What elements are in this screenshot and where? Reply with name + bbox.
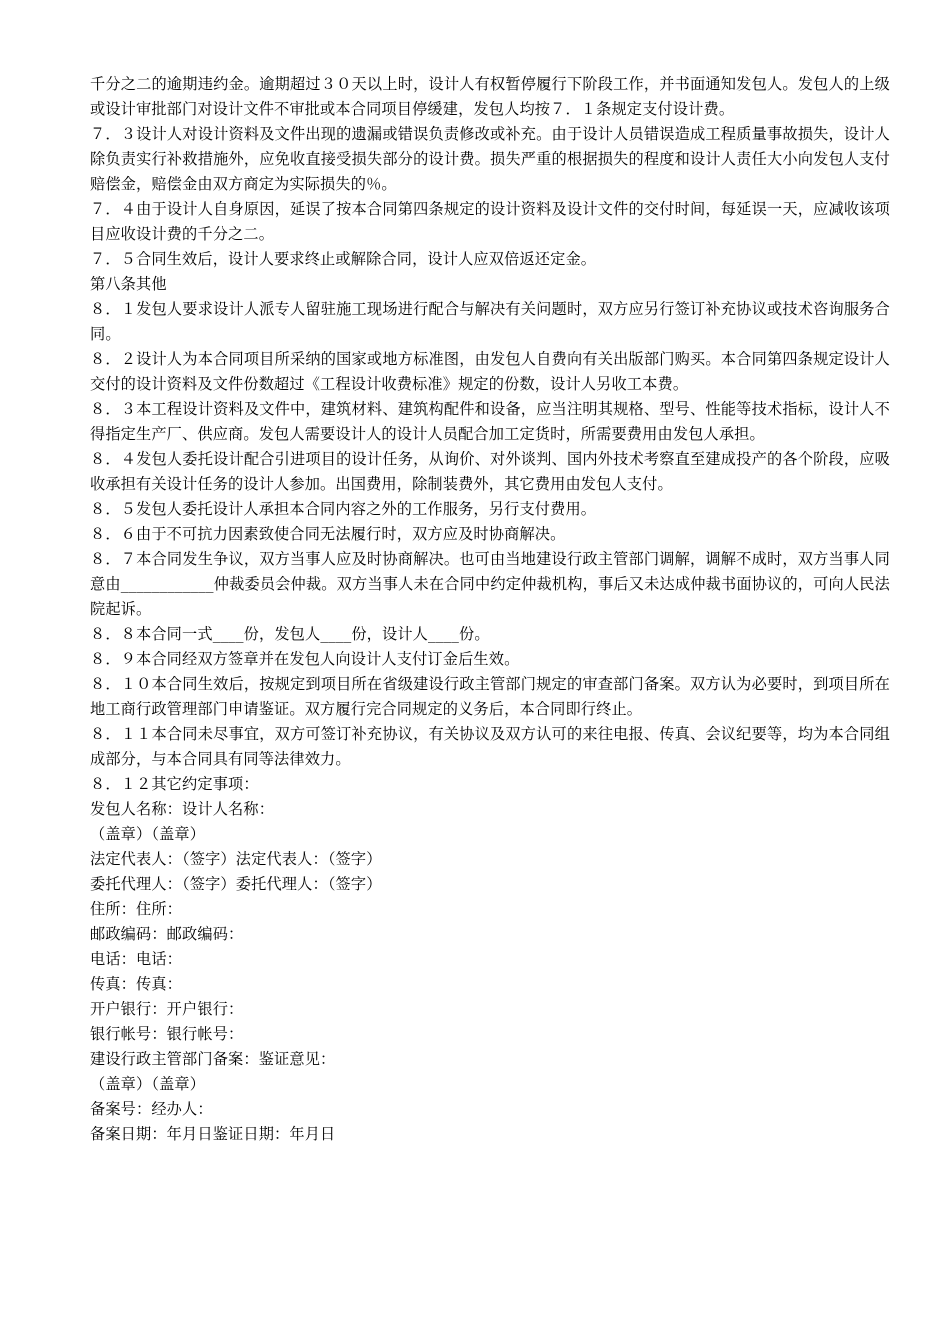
signature-address: 住所：住所： bbox=[90, 900, 183, 918]
signature-authorized-agent: 委托代理人：（签字）委托代理人：（签字） bbox=[90, 875, 382, 893]
paragraph-8-8: ８．８本合同一式____份，发包人____份，设计人____份。 bbox=[90, 625, 490, 643]
signature-postal-code: 邮政编码：邮政编码： bbox=[90, 925, 244, 943]
paragraph-8-6: ８．６由于不可抗力因素致使合同无法履行时，双方应及时协商解决。 bbox=[90, 525, 566, 543]
document-page bbox=[90, 72, 890, 1147]
paragraph-8-9: ８．９本合同经双方签章并在发包人向设计人支付订金后生效。 bbox=[90, 650, 520, 668]
paragraph-8-10: ８．１０本合同生效后，按规定到项目所在省级建设行政主管部门规定的审查部门备案。双方认为必要时，到项目所在地工商行政管理部门申请鉴证。双方履行完合同规定的义务后，本合同即行终止。 bbox=[90, 675, 890, 718]
filing-date: 备案日期：年月日鉴证日期：年月日 bbox=[90, 1125, 336, 1143]
paragraph-8-12: ８．１２其它约定事项： bbox=[90, 775, 259, 793]
paragraph-8-5: ８．５发包人委托设计人承担本合同内容之外的工作服务，另行支付费用。 bbox=[90, 500, 597, 518]
filing-number: 备案号：经办人： bbox=[90, 1100, 213, 1118]
paragraph-8-4: ８．４发包人委托设计配合引进项目的设计任务，从询价、对外谈判、国内外技术考察直至建成投产的各个阶段，应吸收承担有关设计任务的设计人参加。出国费用，除制装费外，其它费用由发包人支付。 bbox=[90, 450, 890, 493]
signature-legal-representative: 法定代表人：（签字）法定代表人：（签字） bbox=[90, 850, 382, 868]
paragraph-8-2: ８．２设计人为本合同项目所采纳的国家或地方标准图，由发包人自费向有关出版部门购买。本合同第四条规定设计人交付的设计资料及文件份数超过《工程设计收费标准》规定的份数，设计人另收工本费。 bbox=[90, 350, 890, 393]
paragraph-7-4: ７．４由于设计人自身原因，延误了按本合同第四条规定的设计资料及设计文件的交付时间，每延误一天，应减收该项目应收设计费的千分之二。 bbox=[90, 200, 890, 243]
filing-authority: 建设行政主管部门备案：鉴证意见： bbox=[90, 1050, 336, 1068]
paragraph-7-5: ７．５合同生效后，设计人要求终止或解除合同，设计人应双倍返还定金。 bbox=[90, 250, 597, 268]
signature-party-names: 发包人名称：设计人名称： bbox=[90, 800, 275, 818]
paragraph-8-3: ８．３本工程设计资料及文件中，建筑材料、建筑构配件和设备，应当注明其规格、型号、性能等技术指标，设计人不得指定生产厂、供应商。发包人需要设计人的设计人员配合加工定货时，所需要费用由发包人承担。 bbox=[90, 400, 890, 443]
filing-seals: （盖章）（盖章） bbox=[90, 1075, 206, 1093]
signature-seals: （盖章）（盖章） bbox=[90, 825, 206, 843]
paragraph-7-2-continued: 千分之二的逾期违约金。逾期超过３０天以上时，设计人有权暂停履行下阶段工作，并书面通知发包人。发包人的上级或设计审批部门对设计文件不审批或本合同项目停缓建，发包人均按７．１条规定支付设计费。 bbox=[90, 75, 890, 118]
paragraph-8-1: ８．１发包人要求设计人派专人留驻施工现场进行配合与解决有关问题时，双方应另行签订补充协议或技术咨询服务合同。 bbox=[90, 300, 890, 343]
signature-bank: 开户银行：开户银行： bbox=[90, 1000, 244, 1018]
paragraph-8-11: ８．１１本合同未尽事宜，双方可签订补充协议，有关协议及双方认可的来往电报、传真、会议纪要等，均为本合同组成部分，与本合同具有同等法律效力。 bbox=[90, 725, 890, 768]
signature-phone: 电话：电话： bbox=[90, 950, 183, 968]
signature-fax: 传真：传真： bbox=[90, 975, 183, 993]
paragraph-7-3: ７．３设计人对设计资料及文件出现的遗漏或错误负责修改或补充。由于设计人员错误造成工程质量事故损失，设计人除负责实行补救措施外，应免收直接受损失部分的设计费。损失严重的根据损失的程度和设计人责任大小向发包人支付赔偿金，赔偿金由双方商定为实际损失的％。 bbox=[90, 125, 890, 193]
signature-bank-account: 银行帐号：银行帐号： bbox=[90, 1025, 244, 1043]
paragraph-8-7: ８．７本合同发生争议，双方当事人应及时协商解决。也可由当地建设行政主管部门调解，调解不成时，双方当事人同意由____________仲裁委员会仲裁。双方当事人未在合同中约定仲裁机构，事后又未达成仲裁书面协议的，可向人民法院起诉。 bbox=[90, 550, 890, 618]
article-8-heading: 第八条其他 bbox=[90, 275, 167, 293]
